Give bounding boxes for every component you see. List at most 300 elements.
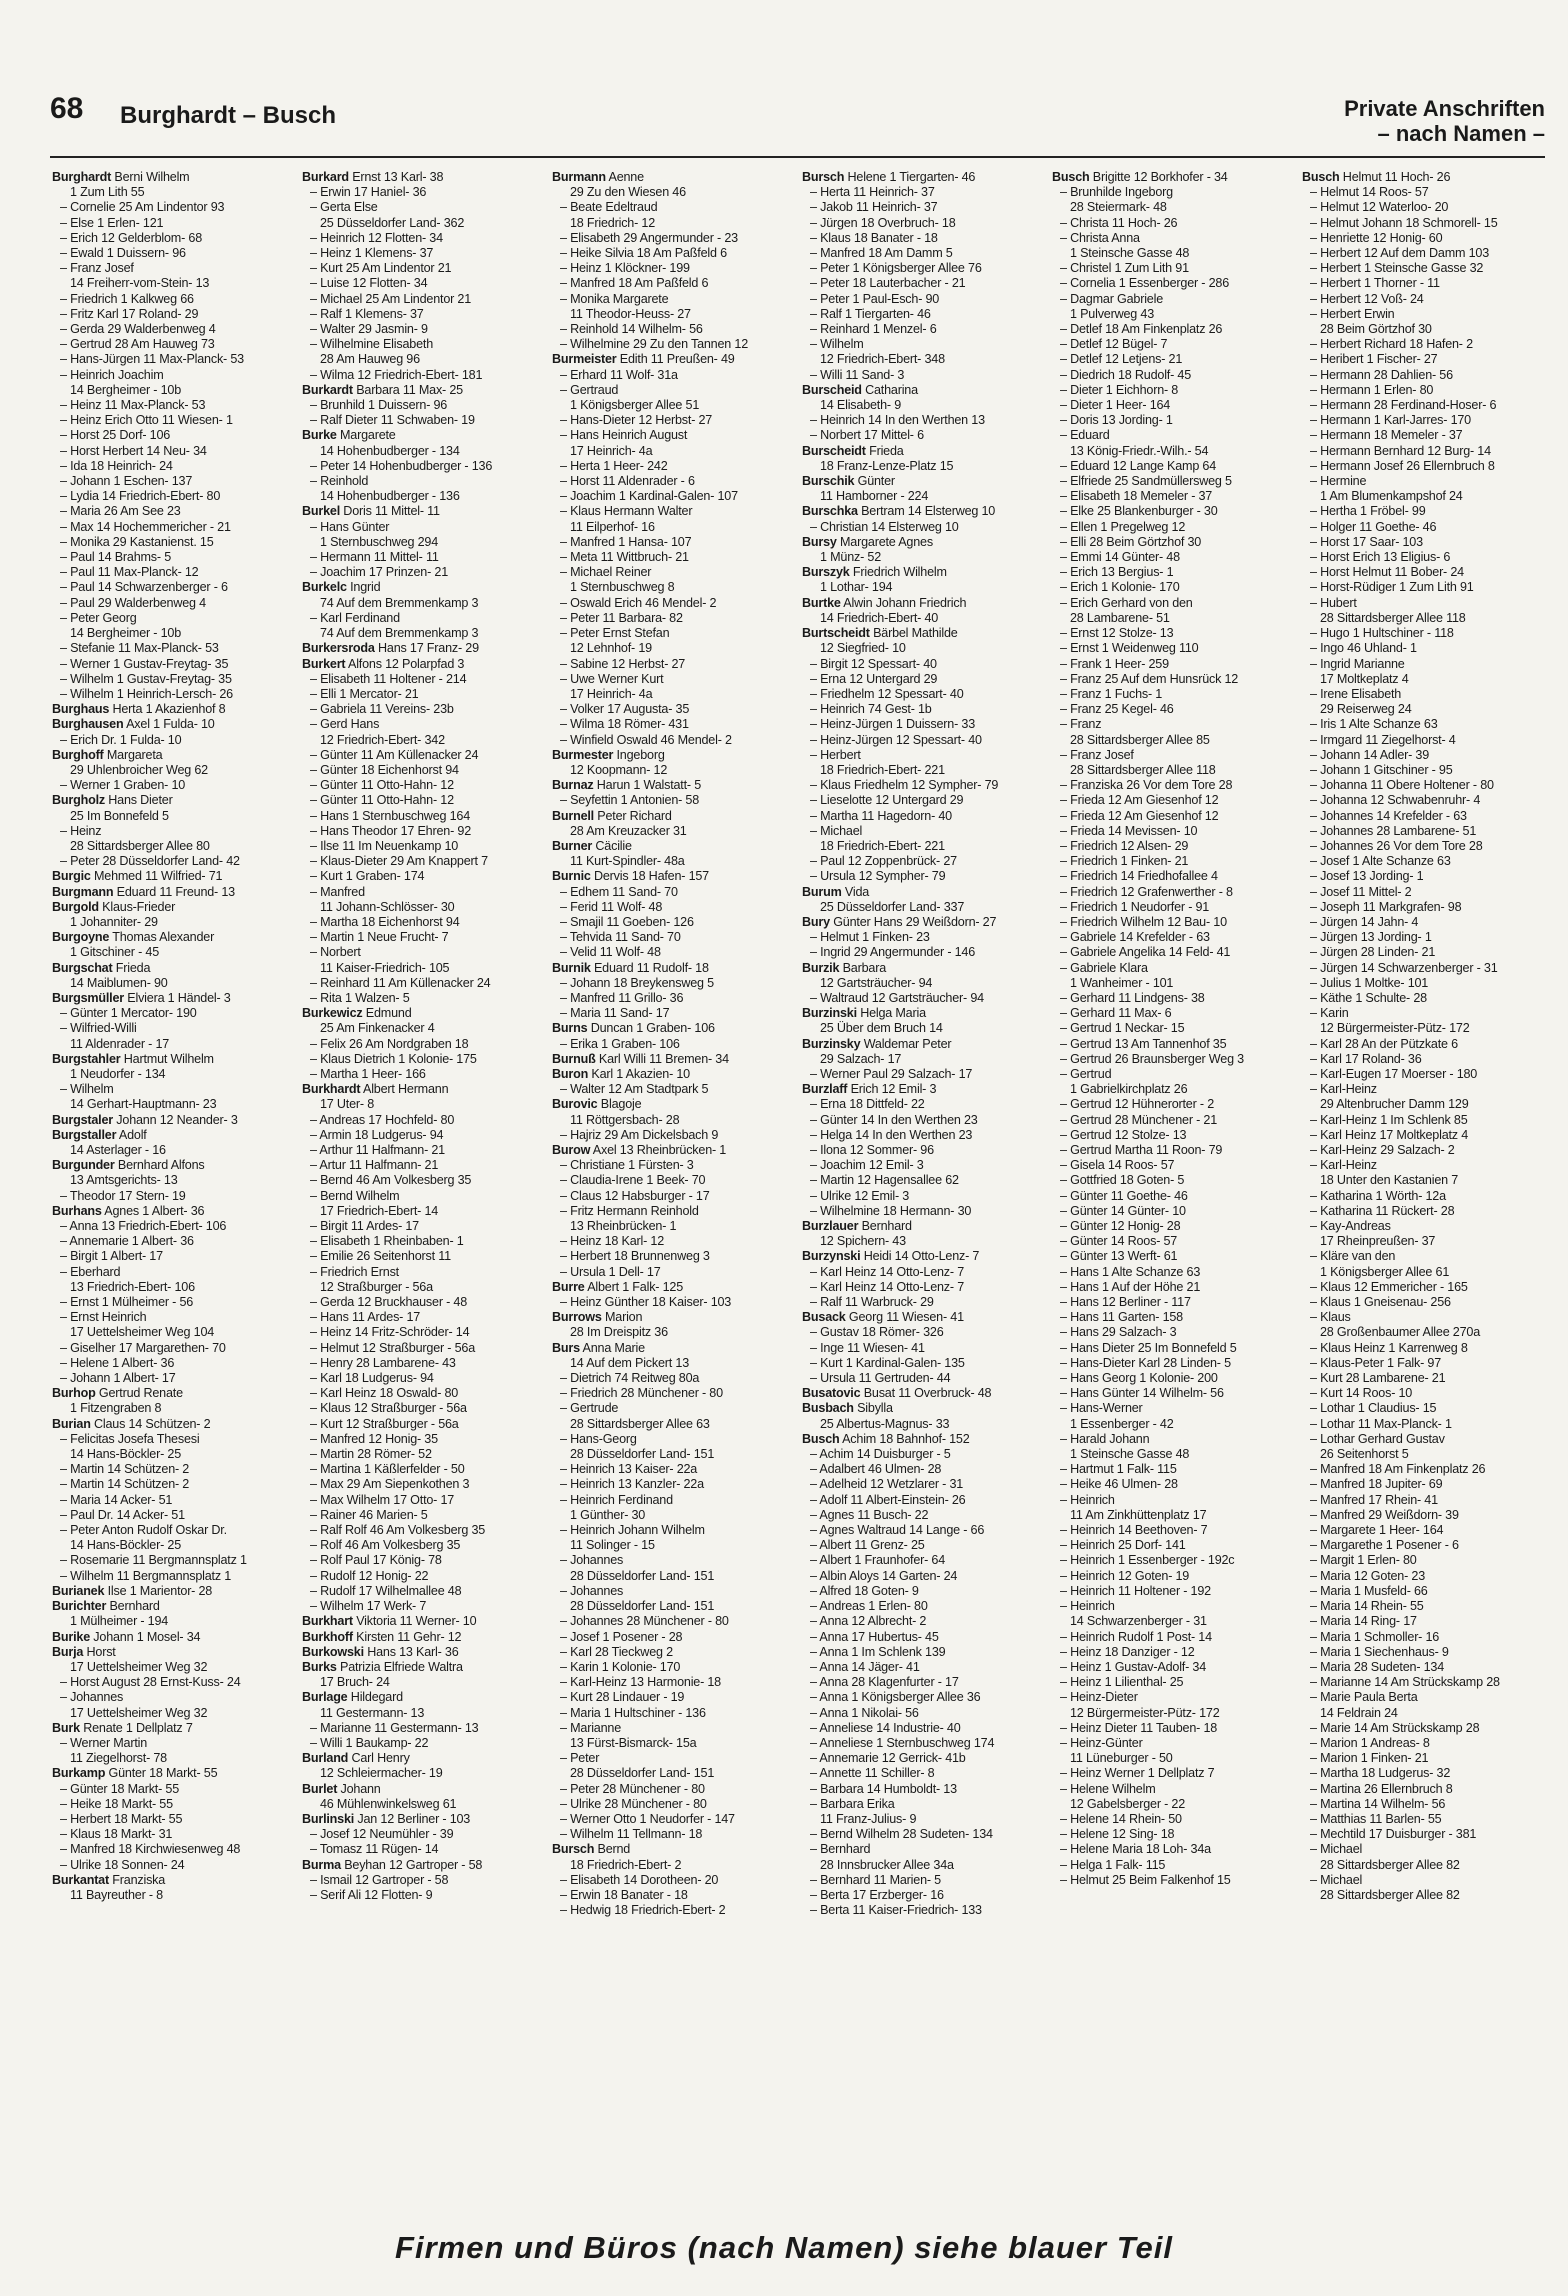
directory-entry: – Irmgard 11 Ziegelhorst- 4 <box>1310 732 1456 747</box>
directory-entry: 1 Johanniter- 29 <box>70 914 158 929</box>
directory-entry: – Karl Heinz 17 Moltkeplatz 4 <box>1310 1127 1468 1142</box>
directory-entry: – Berta 11 Kaiser-Friedrich- 133 <box>810 1903 982 1918</box>
directory-entry: 18 Friedrich-Ebert- 221 <box>820 762 945 777</box>
directory-entry: – Maria 1 Hultschiner - 136 <box>560 1705 706 1720</box>
directory-entry: – Hermann 28 Ferdinand-Hoser- 6 <box>1310 398 1497 413</box>
directory-entry: Burre Albert 1 Falk- 125 <box>552 1279 683 1294</box>
directory-entry: – Anna 1 Nikolai- 56 <box>810 1705 919 1720</box>
directory-entry: 14 Hohenbudberger - 134 <box>320 443 460 458</box>
directory-entry: – Iris 1 Alte Schanze 63 <box>1310 717 1438 732</box>
directory-entry: – Margit 1 Erlen- 80 <box>1310 1553 1417 1568</box>
surname: Burland <box>302 1751 349 1766</box>
directory-entry: – Herbert Richard 18 Hafen- 2 <box>1310 337 1473 352</box>
directory-entry: – Helene Wilhelm <box>1060 1781 1156 1796</box>
surname: Busch <box>1052 170 1090 184</box>
directory-entry: – Birgit 12 Spessart- 40 <box>810 656 937 671</box>
directory-entry: – Norbert <box>310 945 361 960</box>
directory-entry: – Doris 13 Jording- 1 <box>1060 413 1173 428</box>
directory-entry: Burian Claus 14 Schützen- 2 <box>52 1416 211 1431</box>
directory-entry: 14 Feldrain 24 <box>1320 1705 1398 1720</box>
page-header <box>50 92 1545 150</box>
directory-entry: 29 Altenbrucher Damm 129 <box>1320 1097 1469 1112</box>
directory-entry: – Heinz 1 Klemens- 37 <box>310 246 434 261</box>
directory-entry: – Marion 1 Andreas- 8 <box>1310 1735 1430 1750</box>
directory-entry: – Klaus-Dieter 29 Am Knappert 7 <box>310 854 488 869</box>
directory-entry: Burke Margarete <box>302 428 396 443</box>
surname: Bursch <box>802 170 845 184</box>
surname: Burschka <box>802 504 858 519</box>
directory-entry: 28 Sittardsberger Allee 118 <box>1070 762 1216 777</box>
directory-entry: Burum Vida <box>802 884 870 899</box>
directory-entry: – Manfred 18 Am Damm 5 <box>810 246 953 261</box>
directory-entry: 1 Zum Lith 55 <box>70 185 145 200</box>
directory-entry: – Barbara Erika <box>810 1796 895 1811</box>
surname: Burmeister <box>552 352 617 367</box>
directory-entry: – Gertraud <box>560 382 619 397</box>
directory-entry: Burkert Alfons 12 Polarpfad 3 <box>302 656 465 671</box>
directory-entry: 11 Solinger - 15 <box>570 1538 655 1553</box>
directory-entry: – Peter 28 Düsseldorfer Land- 42 <box>60 854 240 869</box>
directory-entry: – Anna 28 Klagenfurter - 17 <box>810 1675 959 1690</box>
directory-entry: – Friedrich 14 Friedhofallee 4 <box>1060 869 1218 884</box>
surname: Burkert <box>302 656 346 671</box>
directory-entry: 28 Sittardsberger Allee 82 <box>1320 1887 1460 1902</box>
directory-entry: – Kläre van den <box>1310 1249 1396 1264</box>
directory-entry: Burzinsky Waldemar Peter <box>802 1036 952 1051</box>
directory-entry: – Wilhelm 1 Heinrich-Lersch- 26 <box>60 686 233 701</box>
directory-entry: – Christel 1 Zum Lith 91 <box>1060 261 1189 276</box>
directory-entry: – Albert 11 Grenz- 25 <box>810 1538 925 1553</box>
directory-entry: – Detlef 12 Bügel- 7 <box>1060 337 1168 352</box>
surname: Burkhardt <box>302 1082 361 1097</box>
directory-entry: – Ralf Dieter 11 Schwaben- 19 <box>310 413 475 428</box>
directory-entry: – Johann 18 Breykensweg 5 <box>560 975 714 990</box>
directory-entry: – Manfred 18 Jupiter- 69 <box>1310 1477 1443 1492</box>
directory-entry: Burgstaler Johann 12 Neander- 3 <box>52 1112 238 1127</box>
directory-entry: – Klaus 1 Gneisenau- 256 <box>1310 1295 1451 1310</box>
directory-entry: Burszyk Friedrich Wilhelm <box>802 565 947 580</box>
directory-entry: Burschik Günter <box>802 474 895 489</box>
directory-entry: – Katharina 11 Rückert- 28 <box>1310 1203 1455 1218</box>
directory-entry: 11 Ziegelhorst- 78 <box>70 1751 167 1766</box>
directory-entry: 12 Koopmann- 12 <box>570 762 668 777</box>
directory-column-5 <box>1052 170 1290 2200</box>
directory-entry: – Alfred 18 Goten- 9 <box>810 1583 919 1598</box>
directory-entry: 1 Fitzengraben 8 <box>70 1401 162 1416</box>
directory-entry: Burkhoff Kirsten 11 Gehr- 12 <box>302 1629 462 1644</box>
directory-entry: 25 Düsseldorfer Land- 337 <box>820 899 965 914</box>
directory-entry: – Norbert 17 Mittel- 6 <box>810 428 924 443</box>
directory-entry: – Karl-Eugen 17 Moerser - 180 <box>1310 1066 1478 1081</box>
directory-entry: 13 Rheinbrücken- 1 <box>570 1219 677 1234</box>
directory-entry: – Lothar 1 Claudius- 15 <box>1310 1401 1437 1416</box>
directory-entry: – Martha 18 Ludgerus- 32 <box>1310 1766 1451 1781</box>
directory-entry: – Günter 1 Mercator- 190 <box>60 1006 197 1021</box>
directory-entry: – Joachim 12 Emil- 3 <box>810 1158 924 1173</box>
directory-entry: – Elisabeth 14 Dorotheen- 20 <box>560 1872 719 1887</box>
surname: Burgholz <box>52 793 105 808</box>
surname: Burzik <box>802 960 840 975</box>
directory-entry: – Agnes 11 Busch- 22 <box>810 1507 929 1522</box>
directory-entry: – Heinz 1 Klöckner- 199 <box>560 261 690 276</box>
directory-entry: – Reinhold <box>310 474 369 489</box>
surname: Burichter <box>52 1599 107 1614</box>
directory-entry: – Elisabeth 1 Rheinbaben- 1 <box>310 1234 464 1249</box>
directory-entry: – Heinrich 1 Essenberger - 192c <box>1060 1553 1235 1568</box>
directory-entry: – Winfield Oswald 46 Mendel- 2 <box>560 732 732 747</box>
directory-entry: 74 Auf dem Bremmenkamp 3 <box>320 595 479 610</box>
surname: Burlinski <box>302 1811 355 1826</box>
directory-entry: – Karl Heinz 14 Otto-Lenz- 7 <box>810 1279 964 1294</box>
directory-entry: – Herbert 1 Steinsche Gasse 32 <box>1310 261 1484 276</box>
directory-entry: – Karl-Heinz 13 Harmonie- 18 <box>560 1675 721 1690</box>
directory-entry: 11 Gestermann- 13 <box>320 1705 425 1720</box>
directory-entry: Bursch Helene 1 Tiergarten- 46 <box>802 170 976 184</box>
directory-entry: Burtke Alwin Johann Friedrich <box>802 595 967 610</box>
directory-entry: – Hans 1 Auf der Höhe 21 <box>1060 1279 1201 1294</box>
surname: Burlet <box>302 1781 338 1796</box>
directory-entry: 12 Friedrich-Ebert- 348 <box>820 352 945 367</box>
directory-entry: Burkhardt Albert Hermann <box>302 1082 449 1097</box>
directory-entry: – Günter 14 Roos- 57 <box>1060 1234 1178 1249</box>
directory-entry: – Käthe 1 Schulte- 28 <box>1310 990 1427 1005</box>
directory-entry: 11 Aldenrader - 17 <box>70 1036 170 1051</box>
directory-entry: – Karl-Heinz <box>1310 1082 1377 1097</box>
directory-entry: – Hans 12 Berliner - 117 <box>1060 1295 1191 1310</box>
directory-entry: – Heinz 1 Lilienthal- 25 <box>1060 1675 1184 1690</box>
directory-entry: – Kay-Andreas <box>1310 1219 1391 1234</box>
directory-entry: – Martina 26 Ellernbruch 8 <box>1310 1781 1453 1796</box>
directory-entry: – Dieter 1 Heer- 164 <box>1060 398 1171 413</box>
directory-entry: Burgstaller Adolf <box>52 1127 147 1142</box>
directory-entry: – Martha 18 Eichenhorst 94 <box>310 914 460 929</box>
directory-entry: – Heinrich Johann Wilhelm <box>560 1523 705 1538</box>
directory-entry: 28 Lambarene- 51 <box>1070 610 1170 625</box>
directory-entry: 12 Siegfried- 10 <box>820 641 906 656</box>
directory-entry: – Walter 12 Am Stadtpark 5 <box>560 1082 709 1097</box>
directory-entry: – Waltraud 12 Gartsträucher- 94 <box>810 990 984 1005</box>
directory-entry: Burrows Marion <box>552 1310 643 1325</box>
directory-entry: Burkowski Hans 13 Karl- 36 <box>302 1644 459 1659</box>
directory-entry: 28 Sittardsberger Allee 118 <box>1320 610 1466 625</box>
directory-entry: – Gottfried 18 Goten- 5 <box>1060 1173 1185 1188</box>
directory-entry: – Meta 11 Wittbruch- 21 <box>560 550 689 565</box>
directory-entry: Burgic Mehmed 11 Wilfried- 71 <box>52 869 223 884</box>
directory-entry: – Helene 12 Sing- 18 <box>1060 1827 1175 1842</box>
directory-entry: – Friedrich 1 Finken- 21 <box>1060 854 1189 869</box>
directory-entry: – Hermann 18 Memeler - 37 <box>1310 428 1463 443</box>
directory-entry: Burghaus Herta 1 Akazienhof 8 <box>52 702 226 717</box>
surname: Burovic <box>552 1097 598 1112</box>
directory-entry: – Ismail 12 Gartroper - 58 <box>310 1872 449 1887</box>
directory-entry: – Joachim 1 Kardinal-Galen- 107 <box>560 489 738 504</box>
surname: Burhop <box>52 1386 96 1401</box>
directory-entry: – Henriette 12 Honig- 60 <box>1310 230 1443 245</box>
directory-column-1 <box>52 170 290 2200</box>
directory-entry: – Max 14 Hochemmericher - 21 <box>60 519 231 534</box>
directory-entry: – Ursula 12 Sympher- 79 <box>810 869 946 884</box>
directory-entry: – Johanna 11 Obere Holtener - 80 <box>1310 778 1494 793</box>
directory-entry: – Michael <box>1310 1872 1363 1887</box>
directory-entry: 1 Steinsche Gasse 48 <box>1070 1447 1190 1462</box>
directory-entry: 46 Mühlenwinkelsweg 61 <box>320 1796 457 1811</box>
directory-entry: – Werner Paul 29 Salzach- 17 <box>810 1066 973 1081</box>
surname: Busbach <box>802 1401 854 1416</box>
directory-entry: – Friedrich 1 Kalkweg 66 <box>60 291 194 306</box>
directory-entry: – Ralf Rolf 46 Am Volkesberg 35 <box>310 1523 486 1538</box>
directory-entry: – Hans Theodor 17 Ehren- 92 <box>310 823 471 838</box>
surname: Burnuß <box>552 1051 596 1066</box>
directory-entry: – Peter 28 Münchener - 80 <box>560 1781 705 1796</box>
directory-entry: – Rudolf 12 Honig- 22 <box>310 1568 429 1583</box>
directory-entry: – Manfred 18 Am Finkenplatz 26 <box>1310 1462 1486 1477</box>
directory-entry: – Helmut 12 Waterloo- 20 <box>1310 200 1449 215</box>
surname: Burscheidt <box>802 443 866 458</box>
directory-entry: – Johann 1 Albert- 17 <box>60 1371 176 1386</box>
directory-entry: – Hans 1 Alte Schanze 63 <box>1060 1264 1201 1279</box>
directory-entry: – Kurt 1 Graben- 174 <box>310 869 425 884</box>
directory-entry: Burow Axel 13 Rheinbrücken- 1 <box>552 1143 727 1157</box>
surname: Burma <box>302 1857 341 1872</box>
directory-entry: – Uwe Werner Kurt <box>560 671 664 686</box>
directory-entry: – Wilhelmine 18 Hermann- 30 <box>810 1203 972 1218</box>
directory-entry: – Monika Margarete <box>560 291 669 306</box>
directory-entry: – Heinz 1 Gustav-Adolf- 34 <box>1060 1659 1206 1674</box>
surname: Busack <box>802 1310 846 1325</box>
directory-entry: 28 Im Dreispitz 36 <box>570 1325 668 1340</box>
directory-entry: – Karl 18 Ludgerus- 94 <box>310 1371 434 1386</box>
directory-entry: – Elli 28 Beim Görtzhof 30 <box>1060 534 1202 549</box>
directory-entry: – Reinhard 11 Am Küllenacker 24 <box>310 975 491 990</box>
directory-entry: – Wilhelm <box>810 337 864 352</box>
directory-entry: – Karl-Heinz 29 Salzach- 2 <box>1310 1143 1455 1157</box>
directory-entry: – Franz 25 Kegel- 46 <box>1060 702 1174 717</box>
directory-entry: – Franz <box>1060 717 1102 732</box>
directory-entry: – Erich Dr. 1 Fulda- 10 <box>60 732 182 747</box>
directory-entry: – Michael <box>810 823 863 838</box>
directory-entry: – Jakob 11 Heinrich- 37 <box>810 200 938 215</box>
directory-entry: – Herbert Erwin <box>1310 306 1395 321</box>
directory-entry: – Ernst Heinrich <box>60 1310 147 1325</box>
directory-entry: – Wilhelm 17 Werk- 7 <box>310 1599 427 1614</box>
directory-entry: – Frieda 14 Mevissen- 10 <box>1060 823 1198 838</box>
directory-entry: – Bernd 46 Am Volkesberg 35 <box>310 1173 472 1188</box>
directory-entry: 17 Friedrich-Ebert- 14 <box>320 1203 439 1218</box>
surname: Burghoff <box>52 747 104 762</box>
directory-entry: – Hans Dieter 25 Im Bonnefeld 5 <box>1060 1340 1237 1355</box>
directory-entry: – Günter 18 Markt- 55 <box>60 1781 179 1796</box>
directory-entry: – Klaus <box>1310 1310 1351 1325</box>
directory-entry: – Ilse 11 Im Neuenkamp 10 <box>310 838 459 853</box>
surname: Burgic <box>52 869 91 884</box>
directory-entry: – Martin 14 Schützen- 2 <box>60 1462 190 1477</box>
directory-entry: – Erwin 17 Haniel- 36 <box>310 185 427 200</box>
directory-entry: 17 Heinrich- 4a <box>570 443 653 458</box>
directory-entry: 28 Beim Görtzhof 30 <box>1320 322 1432 337</box>
surname: Burkamp <box>52 1766 106 1781</box>
directory-entry: 13 König-Friedr.-Wilh.- 54 <box>1070 443 1209 458</box>
directory-entry: – Werner Martin <box>60 1735 148 1750</box>
directory-entry: – Frieda 12 Am Giesenhof 12 <box>1060 793 1219 808</box>
directory-entry: – Johannes <box>560 1553 624 1568</box>
surname: Burghaus <box>52 702 110 717</box>
directory-entry: – Martina 1 Käßlerfelder - 50 <box>310 1462 465 1477</box>
directory-entry: – Günter 11 Otto-Hahn- 12 <box>310 793 454 808</box>
directory-entry: – Peter 14 Hohenbudberger - 136 <box>310 458 493 473</box>
directory-entry: – Franz Josef <box>60 261 134 276</box>
directory-entry: Burner Cäcilie <box>552 838 632 853</box>
directory-entry: – Hans-Jürgen 11 Max-Planck- 53 <box>60 352 244 367</box>
directory-entry: – Theodor 17 Stern- 19 <box>60 1188 186 1203</box>
directory-entry: 29 Salzach- 17 <box>820 1051 902 1066</box>
directory-entry: – Franz 1 Fuchs- 1 <box>1060 686 1163 701</box>
directory-column-3 <box>552 170 790 2200</box>
directory-entry: – Anna 1 Im Schlenk 139 <box>810 1644 946 1659</box>
footer-note: Firmen und Büros (nach Namen) siehe blauer Teil <box>395 2230 1173 2265</box>
directory-entry: – Hans Heinrich August <box>560 428 688 443</box>
directory-entry: 14 Asterlager - 16 <box>70 1143 166 1157</box>
directory-entry: – Else 1 Erlen- 121 <box>60 215 164 230</box>
directory-entry: 1 Neudorfer - 134 <box>70 1066 166 1081</box>
directory-entry: – Helmut 1 Finken- 23 <box>810 930 930 945</box>
directory-entry: – Dietrich 74 Reitweg 80a <box>560 1371 700 1386</box>
directory-entry: – Claus 12 Habsburger - 17 <box>560 1188 710 1203</box>
directory-entry: 17 Uettelsheimer Weg 32 <box>70 1659 208 1674</box>
directory-entry: – Michael <box>1310 1842 1363 1857</box>
directory-entry: – Günter 18 Eichenhorst 94 <box>310 762 459 777</box>
directory-entry: – Wilhelmine Elisabeth <box>310 337 433 352</box>
directory-entry: – Walter 29 Jasmin- 9 <box>310 322 428 337</box>
directory-entry: Burzinski Helga Maria <box>802 1006 926 1021</box>
directory-entry: – Peter Ernst Stefan <box>560 626 670 641</box>
directory-entry: – Horst 11 Aldenrader - 6 <box>560 474 695 489</box>
directory-entry: 28 Großenbaumer Allee 270a <box>1320 1325 1481 1340</box>
directory-entry: Burzlauer Bernhard <box>802 1219 912 1234</box>
directory-column-2 <box>302 170 540 2200</box>
directory-entry: – Günter 11 Goethe- 46 <box>1060 1188 1188 1203</box>
directory-entry: – Bernhard 11 Marien- 5 <box>810 1872 941 1887</box>
directory-entry: – Hermann Bernhard 12 Burg- 14 <box>1310 443 1491 458</box>
directory-entry: – Brunhilde Ingeborg <box>1060 185 1173 200</box>
directory-entry: – Maria 1 Musfeld- 66 <box>1310 1583 1428 1598</box>
surname: Burzynski <box>802 1249 861 1264</box>
directory-entry: – Ewald 1 Duissern- 96 <box>60 246 186 261</box>
directory-entry: 1 Günther- 30 <box>570 1507 646 1522</box>
directory-entry: – Marianne 14 Am Strückskamp 28 <box>1310 1675 1500 1690</box>
surname: Burnik <box>552 960 591 975</box>
directory-entry: – Johann 1 Eschen- 137 <box>60 474 193 489</box>
surname: Burian <box>52 1416 91 1431</box>
directory-entry: – Gertrud 12 Hühnerorter - 2 <box>1060 1097 1214 1112</box>
directory-entry: Burkard Ernst 13 Karl- 38 <box>302 170 444 184</box>
directory-entry: – Ingrid 29 Angermunder - 146 <box>810 945 976 960</box>
directory-entry: – Jürgen 28 Linden- 21 <box>1310 945 1436 960</box>
surname: Burgunder <box>52 1158 115 1173</box>
directory-entry: 12 Schleiermacher- 19 <box>320 1766 443 1781</box>
directory-entry: Burghoff Margareta <box>52 747 163 762</box>
directory-entry: – Wilhelm <box>60 1082 114 1097</box>
directory-entry: 1 Sternbuschweg 294 <box>320 534 439 549</box>
directory-entry: Bury Günter Hans 29 Weißdorn- 27 <box>802 914 997 929</box>
directory-entry: 28 Düsseldorfer Land- 151 <box>570 1447 715 1462</box>
directory-entry: 1 Königsberger Allee 51 <box>570 398 700 413</box>
directory-entry: Busch Helmut 11 Hoch- 26 <box>1302 170 1451 184</box>
directory-entry: – Heinz-Jürgen 12 Spessart- 40 <box>810 732 982 747</box>
directory-entry: 1 Pulverweg 43 <box>1070 306 1155 321</box>
directory-entry: – Heinrich 13 Kanzler- 22a <box>560 1477 704 1492</box>
directory-entry: – Heinrich 12 Goten- 19 <box>1060 1568 1190 1583</box>
directory-entry: – Günter 14 Günter- 10 <box>1060 1203 1186 1218</box>
directory-entry: – Heinz 14 Fritz-Schröder- 14 <box>310 1325 470 1340</box>
directory-entry: – Johann 14 Adler- 39 <box>1310 747 1430 762</box>
directory-entry: Bursy Margarete Agnes <box>802 534 933 549</box>
directory-entry: – Albin Aloys 14 Garten- 24 <box>810 1568 958 1583</box>
surname: Busch <box>802 1431 840 1446</box>
directory-entry: – Werner 1 Graben- 10 <box>60 778 186 793</box>
directory-entry: – Elisabeth 11 Holtener - 214 <box>310 671 467 686</box>
directory-entry: – Gabriele Klara <box>1060 960 1148 975</box>
directory-entry: – Gertrud 28 Am Hauweg 73 <box>60 337 215 352</box>
surname: Burmester <box>552 747 614 762</box>
directory-entry: – Rainer 46 Marien- 5 <box>310 1507 428 1522</box>
directory-entry: – Kurt 25 Am Lindentor 21 <box>310 261 452 276</box>
directory-entry: 17 Bruch- 24 <box>320 1675 390 1690</box>
directory-entry: – Johannes 26 Vor dem Tore 28 <box>1310 838 1483 853</box>
surname: Burner <box>552 838 593 853</box>
directory-entry: – Maria 14 Acker- 51 <box>60 1492 173 1507</box>
directory-entry: – Ferid 11 Wolf- 48 <box>560 899 663 914</box>
directory-entry: – Christian 14 Elsterweg 10 <box>810 519 959 534</box>
directory-entry: – Ralf 1 Tiergarten- 46 <box>810 306 931 321</box>
directory-entry: 1 Essenberger - 42 <box>1070 1416 1174 1431</box>
directory-entry: 12 Spichern- 43 <box>820 1234 906 1249</box>
surname: Burtscheidt <box>802 626 870 641</box>
directory-entry: 1 Gitschiner - 45 <box>70 945 159 960</box>
directory-entry: – Lydia 14 Friedrich-Ebert- 80 <box>60 489 221 504</box>
surname: Burschik <box>802 474 855 489</box>
directory-entry: – Johann 1 Gitschiner - 95 <box>1310 762 1453 777</box>
directory-entry: – Marion 1 Finken- 21 <box>1310 1751 1429 1766</box>
directory-entry: – Henry 28 Lambarene- 43 <box>310 1355 456 1370</box>
directory-entry: – Hertha 1 Fröbel- 99 <box>1310 504 1426 519</box>
directory-entry: Burkel Doris 11 Mittel- 11 <box>302 504 440 519</box>
directory-entry: 25 Am Finkenacker 4 <box>320 1021 435 1036</box>
surname: Burnaz <box>552 778 594 793</box>
directory-entry: – Manfred <box>310 884 365 899</box>
directory-entry: – Wilhelmine 29 Zu den Tannen 12 <box>560 337 748 352</box>
directory-entry: – Klaus 12 Emmericher - 165 <box>1310 1279 1468 1294</box>
directory-entry: – Gerta Else <box>310 200 378 215</box>
directory-entry: – Hermann 1 Erlen- 80 <box>1310 382 1434 397</box>
directory-entry: – Gertrud 12 Stolze- 13 <box>1060 1127 1187 1142</box>
directory-entry: – Herbert 12 Voß- 24 <box>1310 291 1424 306</box>
directory-entry: – Ulrike 28 Münchener - 80 <box>560 1796 707 1811</box>
directory-entry: – Heike 46 Ulmen- 28 <box>1060 1477 1178 1492</box>
directory-entry: – Helga 14 In den Werthen 23 <box>810 1127 973 1142</box>
directory-entry: – Paul 12 Zoppenbrück- 27 <box>810 854 957 869</box>
directory-entry: – Frank 1 Heer- 259 <box>1060 656 1169 671</box>
directory-entry: – Johanna 12 Schwabenruhr- 4 <box>1310 793 1481 808</box>
surname: Burgold <box>52 899 99 914</box>
directory-entry: – Klaus Heinz 1 Karrenweg 8 <box>1310 1340 1468 1355</box>
directory-entry: – Jürgen 18 Overbruch- 18 <box>810 215 956 230</box>
directory-entry: – Hugo 1 Hultschiner - 118 <box>1310 626 1454 641</box>
directory-entry: – Maria 1 Schmoller- 16 <box>1310 1629 1440 1644</box>
directory-entry: – Fritz Hermann Reinhold <box>560 1203 699 1218</box>
directory-entry: – Erna 12 Untergard 29 <box>810 671 938 686</box>
directory-entry: 17 Rheinpreußen- 37 <box>1320 1234 1436 1249</box>
directory-entry: Burk Renate 1 Dellplatz 7 <box>52 1720 193 1735</box>
